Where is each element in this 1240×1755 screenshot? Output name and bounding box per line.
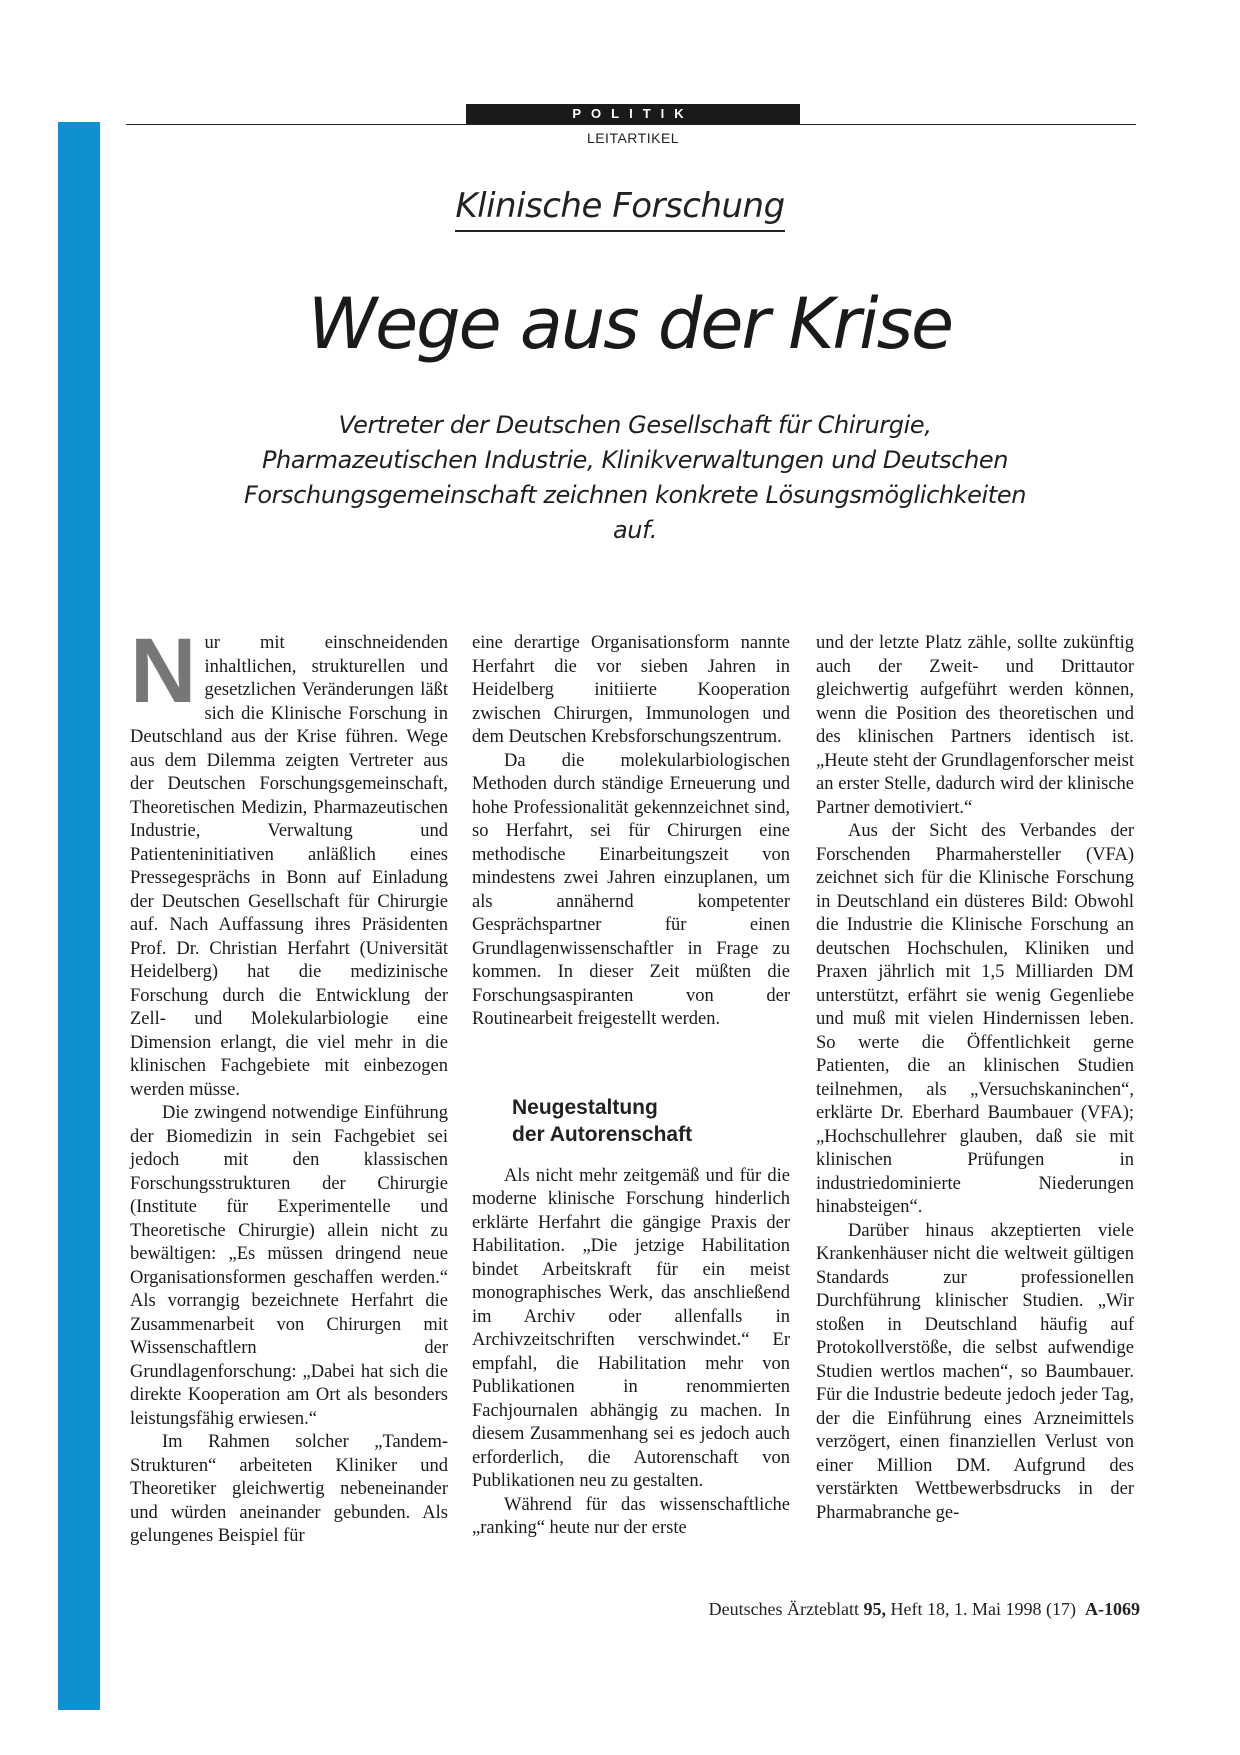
overline-text: Klinische Forschung (455, 186, 784, 232)
text-column-1 (130, 620, 448, 1549)
subheading-line-1: Neugestaltung (512, 1095, 658, 1119)
paragraph: Da die molekularbiologischen Methoden durch ständige Erneuerung und hohe Professionalität gekennzeichnet sind, so Herfahrt, sei für Chirurgen eine methodische Einarbeitungszeit von mindestens zwei Jahren einzuplanen, um als annähernd kompetenter Gesprächspartner für einen Grundlagenwissenschaftler in Frage zu kommen. In dieser Zeit müßten die Forschungsaspiranten von der Routinearbeit freigestellt werden. (472, 750, 790, 1029)
header-rule (126, 124, 1136, 125)
paragraph: Als nicht mehr zeitgemäß und für die moderne klinische Forschung hinderlich erklärte Herfahrt die gängige Praxis der Habilitation. „Die jetzige Habilitation bindet Arbeitskraft für ein meist monographisches Werk, das anschließend im Archiv oder allenfalls in Archivzeitschriften verschwindet.“ Er empfahl, die Habilitation mehr von Publikationen in renommierten Fachjournalen abhängig zu machen. In diesem Zusammenhang sei es jedoch auch erforderlich, die Autorenschaft von Publikationen neu zu gestalten. (472, 1165, 790, 1491)
article-overline (0, 186, 1240, 232)
journal-name: Deutsches Ärzteblatt (708, 1599, 860, 1619)
article-headline: Wege aus der Krise (307, 283, 953, 365)
subheading-line-2: der Autorenschaft (512, 1122, 693, 1146)
paragraph: und der letzte Platz zähle, sollte zukünftig auch der Zweit- und Drittautor gleichwertig aufgeführt werden können, wenn die Position des theoretischen und des klinischen Partners identisch ist. „Heute steht der Grundlagenforscher meist an erster Stelle, dadurch wird der klinische Partner demotiviert.“ (816, 633, 1134, 818)
subsection-label: LEITARTIKEL (586, 130, 680, 146)
paragraph: Darüber hinaus akzeptierten viele Krankenhäuser nicht die weltweit gültigen Standards zur professionellen Durchführung klinischer Studien. „Wir stoßen in Deutschland häufig auf Protokollverstöße, die selbst aufwendige Studien wertlos machen“, so Baumbauer. Für die Industrie bedeute jedoch jeder Tag, der die Einführung eines Arzneimittels verzögert, einen finanziellen Verlust von einer Million DM. Aufgrund des verstärkten Wettbewerbsdrucks in der Pharmabranche ge- (816, 1220, 1134, 1523)
drop-cap: N (130, 620, 197, 722)
text-column-2 (472, 632, 790, 1541)
paragraph: Aus der Sicht des Verbandes der Forschenden Pharmahersteller (VFA) zeichnet sich für die Klinische Forschung in Deutschland ein düsteres Bild: Obwohl die Industrie die Klinische Forschung an deutschen Hochschulen, Kliniken und Praxen jährlich mit 1,5 Milliarden DM unterstützt, erfährt sie wenig Gegenliebe und muß mit vielen Hindernissen leben. So werte die Öffentlichkeit gerne Patienten, die an klinischen Studien teilnehmen, als „Versuchskaninchen“, erklärte Dr. Eberhard Baumbauer (VFA); „Hochschullehrer glauben, daß sie mit klinischen Prüfungen in industriedominierte Niederungen hinabsteigen“. (816, 821, 1134, 1217)
paragraph: Die zwingend notwendige Einführung der Biomedizin in sein Fachgebiet sei jedoch mit den klassischen Forschungsstrukturen der Chirurgie (Institute für Experimentelle und Theoretische Chirurgie) allein nicht zu bewältigen: „Es müssen dringend neue Organisationsformen geschaffen werden.“ Als vorrangig bezeichnete Herfahrt die Zusammenarbeit von Chirurgen mit Wissenschaftlern der Grundlagenforschung: „Dabei hat sich die direkte Kooperation am Ort als besonders leistungsfähig erwiesen.“ (130, 1103, 448, 1429)
article-lead: Vertreter der Deutschen Gesellschaft für Chirurgie, Pharmazeutischen Industrie, Klinikverwaltungen und Deutschen Forschungsgemeinschaft zeichnen konkrete Lösungsmöglichkeiten auf. (243, 411, 1026, 544)
page-number: A-1069 (1085, 1599, 1140, 1619)
paragraph-text: ur mit einschneidenden inhaltlichen, strukturellen und gesetzlichen Veränderungen läßt sich die Klinische Forschung in Deutschland aus der Krise führen. Wege aus dem Dilemma zeigten Vertreter aus der Deutschen Forschungsgemeinschaft, Theoretischen Medizin, Pharmazeutischen Industrie, Verwaltung und Patienteninitiativen anläßlich eines Pressegesprächs in Bonn auf Einladung der Deutschen Gesellschaft für Chirurgie auf. Nach Auffassung ihres Präsidenten Prof. Dr. Christian Herfahrt (Universität Heidelberg) hat die medizinische Forschung durch die Entwicklung der Zell- und Molekularbiologie eine Dimension erlangt, die viel mehr in die klinischen Fachgebiete mit einbezogen werden müsse. (130, 633, 448, 1100)
paragraph: eine derartige Organisationsform nannte Herfahrt die vor sieben Jahren in Heidelberg initiierte Kooperation zwischen Chirurgen, Immunologen und dem Deutschen Krebsforschungszentrum. (472, 633, 790, 747)
text-column-3 (816, 632, 1134, 1525)
paragraph: Während für das wissenschaftliche „ranking“ heute nur der erste (472, 1494, 790, 1538)
page-footer (600, 1599, 1140, 1620)
section-label: POLITIK (466, 104, 800, 124)
subheading (512, 1094, 790, 1148)
volume-number: 95, (863, 1599, 887, 1619)
issue-info: Heft 18, 1. Mai 1998 (17) (890, 1599, 1076, 1619)
paragraph: Im Rahmen solcher „Tandem-Strukturen“ arbeiteten Kliniker und Theoretiker gleichwertig nebeneinander und würden aneinander gebunden. Als gelungenes Beispiel für (130, 1432, 448, 1546)
paragraph (130, 620, 448, 1102)
